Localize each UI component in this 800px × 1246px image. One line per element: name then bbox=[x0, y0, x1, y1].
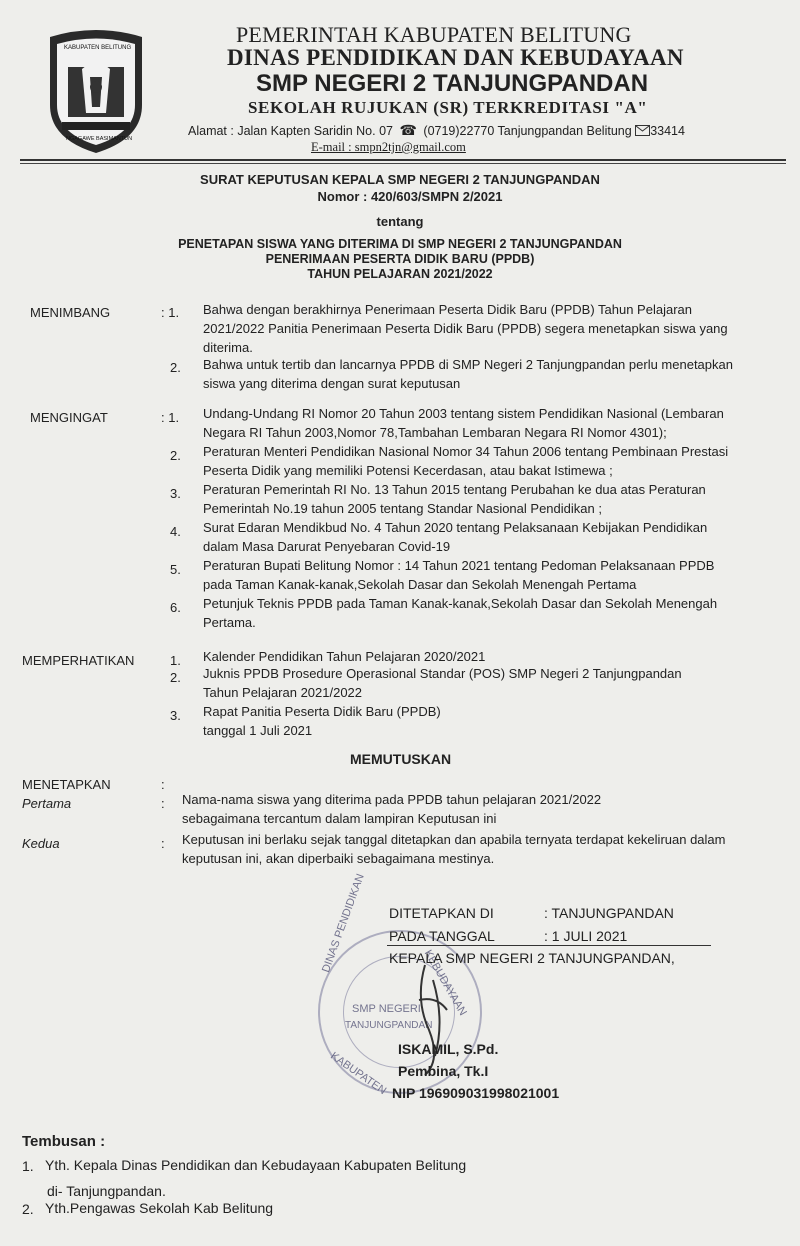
address-phone-city: (0719)22770 Tanjungpandan Belitung bbox=[423, 124, 632, 138]
mengingat-num-1: : 1. bbox=[161, 410, 180, 425]
header-address bbox=[188, 122, 685, 139]
mengingat-item-1 bbox=[203, 404, 724, 442]
text-line: Negara RI Tahun 2003,Nomor 78,Tambahan Lembaran Negara RI Nomor 4301); bbox=[203, 425, 667, 440]
text-line: Bahwa dengan berakhirnya Penerimaan Peserta Didik Baru (PPDB) Tahun Pelajaran bbox=[203, 302, 692, 317]
stamp-text: SMP NEGERI bbox=[352, 1003, 421, 1015]
ditetapkan-label: DITETAPKAN DI bbox=[389, 905, 494, 921]
stamp-text: KABUPATEN bbox=[328, 1050, 389, 1098]
menimbang-num-2: 2. bbox=[170, 360, 181, 375]
envelope-icon-shape bbox=[636, 126, 649, 135]
memperhatikan-num-2: 2. bbox=[170, 670, 181, 685]
kedua-colon: : bbox=[161, 836, 165, 851]
tanggal-label: PADA TANGGAL bbox=[389, 928, 495, 944]
mengingat-item-5 bbox=[203, 556, 714, 594]
mengingat-num-3: 3. bbox=[170, 486, 181, 501]
decree-title: SURAT KEPUTUSAN KEPALA SMP NEGERI 2 TANJUNGPANDAN bbox=[200, 172, 600, 187]
stamp-text: TANJUNGPANDAN bbox=[345, 1020, 433, 1031]
text-line: Peraturan Menteri Pendidikan Nasional Nomor 34 Tahun 2006 tentang Pembinaan Prestasi bbox=[203, 444, 729, 459]
tanggal-value: : 1 JULI 2021 bbox=[544, 928, 628, 944]
section-label-memperhatikan: MEMPERHATIKAN bbox=[22, 653, 135, 668]
text-line: Undang-Undang RI Nomor 20 Tahun 2003 tentang sistem Pendidikan Nasional (Lembaran bbox=[203, 406, 724, 421]
text-line: Yth.Pengawas Sekolah Kab Belitung bbox=[45, 1200, 274, 1216]
text-line: Peraturan Pemerintah RI No. 13 Tahun 2015 tentang Perubahan ke dua atas Peraturan bbox=[203, 482, 706, 497]
header-email: E-mail : smpn2tjn@gmail.com bbox=[311, 140, 466, 154]
tembusan-num-1: 1. bbox=[22, 1158, 34, 1174]
label-pertama: Pertama bbox=[22, 796, 72, 811]
section-label-menetapkan: MENETAPKAN bbox=[22, 777, 111, 792]
signatory-name: ISKAMIL, S.Pd. bbox=[398, 1041, 499, 1057]
kepala-title: KEPALA SMP NEGERI 2 TANJUNGPANDAN, bbox=[389, 950, 675, 966]
mengingat-num-6: 6. bbox=[170, 600, 181, 615]
mengingat-num-4: 4. bbox=[170, 524, 181, 539]
text-line: Keputusan ini berlaku sejak tanggal ditetapkan dan apabila ternyata terdapat kekeliruan dalam bbox=[182, 832, 726, 847]
header-divider-thin bbox=[20, 163, 786, 164]
memperhatikan-num-1: 1. bbox=[170, 653, 181, 668]
signature-scribble bbox=[395, 960, 465, 1080]
signatory-nip: NIP 196909031998021001 bbox=[392, 1085, 560, 1101]
memperhatikan-num-3: 3. bbox=[170, 708, 181, 723]
mengingat-item-6 bbox=[203, 594, 717, 632]
mengingat-num-5: 5. bbox=[170, 562, 181, 577]
text-line: diterima. bbox=[203, 340, 253, 355]
menimbang-item-2 bbox=[203, 355, 733, 393]
text-line: Petunjuk Teknis PPDB pada Taman Kanak-kanak,Sekolah Dasar dan Sekolah Menengah bbox=[203, 596, 718, 611]
phone-icon: ☎ bbox=[399, 122, 417, 138]
text-line: Pertama. bbox=[203, 615, 256, 630]
kedua-text bbox=[182, 830, 725, 868]
decree-number: Nomor : 420/603/SMPN 2/2021 bbox=[317, 189, 503, 204]
menetapkan-colon: : bbox=[161, 777, 165, 792]
tembusan-item-2 bbox=[45, 1195, 273, 1221]
mengingat-item-4 bbox=[203, 518, 707, 556]
header-school-name: SMP NEGERI 2 TANJUNGPANDAN bbox=[256, 70, 649, 97]
signatory-rank: Pembina, Tk.I bbox=[398, 1063, 489, 1079]
text-line: Pemerintah No.19 tahun 2005 tentang Standar Nasional Pendidikan ; bbox=[203, 501, 602, 516]
text-line: pada Taman Kanak-kanak,Sekolah Dasar dan Sekolah Menengah Pertama bbox=[203, 577, 637, 592]
tembusan-title: Tembusan : bbox=[22, 1133, 106, 1150]
mengingat-item-2 bbox=[203, 442, 728, 480]
menimbang-item-1 bbox=[203, 300, 728, 357]
header-divider-thick bbox=[20, 159, 786, 161]
text-line: 2021/2022 Panitia Penerimaan Peserta Didik Baru (PPDB) segera menetapkan siswa yang bbox=[203, 321, 728, 336]
header-accreditation: SEKOLAH RUJUKAN (SR) TERKREDITASI "A" bbox=[248, 98, 648, 117]
text-line: sebagaimana tercantum dalam lampiran Keputusan ini bbox=[182, 811, 497, 826]
text-line: Peraturan Bupati Belitung Nomor : 14 Tahun 2021 tentang Pedoman Pelaksanaan PPDB bbox=[203, 558, 715, 573]
text-line: Yth. Kepala Dinas Pendidikan dan Kebudayaan Kabupaten Belitung bbox=[45, 1157, 467, 1173]
text-line: di- Tanjungpandan. bbox=[47, 1183, 166, 1199]
text-line: dalam Masa Darurat Penyebaran Covid-19 bbox=[203, 539, 451, 554]
decision-heading: MEMUTUSKAN bbox=[350, 751, 452, 767]
text-line: Peserta Didik yang memiliki Potensi Kecerdasan, atau bakat Istimewa ; bbox=[203, 463, 613, 478]
pertama-text bbox=[182, 790, 601, 828]
label-kedua: Kedua bbox=[22, 836, 60, 851]
text-line: Rapat Panitia Peserta Didik Baru (PPDB) bbox=[203, 704, 441, 719]
pertama-colon: : bbox=[161, 796, 165, 811]
text-line: Kalender Pendidikan Tahun Pelajaran 2020/2021 bbox=[203, 649, 486, 664]
text-line: tanggal 1 Juli 2021 bbox=[203, 723, 313, 738]
text-line: Tahun Pelajaran 2021/2022 bbox=[203, 685, 363, 700]
section-label-menimbang: MENIMBANG bbox=[30, 305, 111, 320]
header-department: DINAS PENDIDIKAN DAN KEBUDAYAAN bbox=[227, 45, 684, 70]
logo-top-text: KABUPATEN BELITUNG bbox=[64, 45, 132, 51]
address-street: Alamat : Jalan Kapten Saridin No. 07 bbox=[188, 124, 393, 138]
regency-logo bbox=[42, 27, 150, 157]
text-line: Surat Edaran Mendikbud No. 4 Tahun 2020 tentang Pelaksanaan Kebijakan Pendidikan bbox=[203, 520, 708, 535]
decree-subject-3: TAHUN PELAJARAN 2021/2022 bbox=[307, 267, 493, 281]
header-government: PEMERINTAH KABUPATEN BELITUNG bbox=[236, 22, 632, 47]
decree-tentang: tentang bbox=[376, 214, 424, 229]
section-label-mengingat: MENGINGAT bbox=[30, 410, 108, 425]
tembusan-num-2: 2. bbox=[22, 1201, 34, 1217]
text-line: keputusan ini, akan diperbaiki sebagaimana mestinya. bbox=[182, 851, 495, 866]
mengingat-item-3 bbox=[203, 480, 706, 518]
stamp-text: KEBUDAYAAN bbox=[421, 948, 469, 1018]
text-line: Bahwa untuk tertib dan lancarnya PPDB di SMP Negeri 2 Tanjungpandan perlu menetapkan bbox=[203, 357, 733, 372]
mengingat-num-2: 2. bbox=[170, 448, 181, 463]
logo-bottom-text: NGAGAWE BASIMANTUN bbox=[66, 136, 133, 142]
address-postcode: 33414 bbox=[650, 124, 685, 138]
decree-subject-1: PENETAPAN SISWA YANG DITERIMA DI SMP NEGERI 2 TANJUNGPANDAN bbox=[178, 237, 622, 251]
stamp-text: DINAS PENDIDIKAN bbox=[320, 872, 367, 975]
decree-subject-2: PENERIMAAN PESERTA DIDIK BARU (PPDB) bbox=[265, 252, 535, 266]
memperhatikan-item-2 bbox=[203, 664, 682, 702]
text-line: Nama-nama siswa yang diterima pada PPDB tahun pelajaran 2021/2022 bbox=[182, 792, 602, 807]
envelope-icon bbox=[635, 125, 650, 136]
signature-underline bbox=[387, 945, 711, 946]
text-line: siswa yang diterima dengan surat keputusan bbox=[203, 376, 461, 391]
text-line: Juknis PPDB Prosedure Operasional Standar (POS) SMP Negeri 2 Tanjungpandan bbox=[203, 666, 682, 681]
memperhatikan-item-3 bbox=[203, 702, 441, 740]
menimbang-num-1: : 1. bbox=[161, 305, 180, 320]
ditetapkan-value: : TANJUNGPANDAN bbox=[544, 905, 674, 921]
